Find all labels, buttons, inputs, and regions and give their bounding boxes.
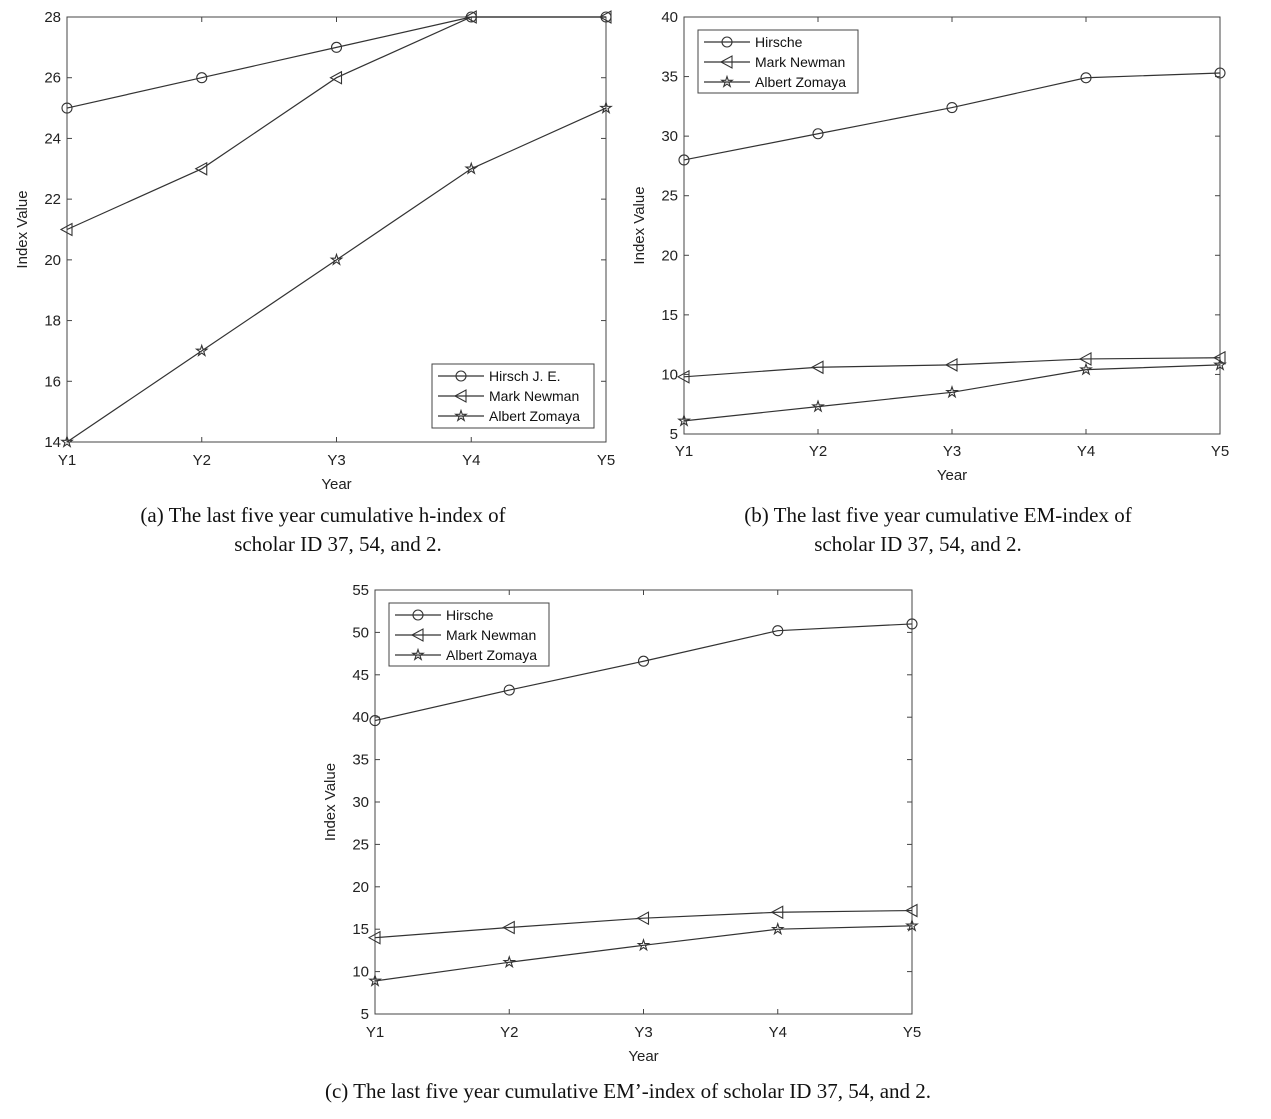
x-axis-label: Year <box>321 476 352 493</box>
y-tick-label: 5 <box>669 426 678 443</box>
caption: (c) The last five year cumulative EM’-index of scholar ID 37, 54, and 2. <box>324 1079 932 1103</box>
legend-label: Hirsche <box>446 607 494 623</box>
y-tick-label: 20 <box>661 247 678 265</box>
chart-b <box>631 9 1229 556</box>
y-tick-label: 15 <box>352 921 369 939</box>
legend <box>432 364 594 428</box>
x-tick-label: Y4 <box>462 452 481 469</box>
y-tick-label: 35 <box>352 751 369 769</box>
y-tick-label: 40 <box>661 9 678 26</box>
chart-c <box>322 582 931 1103</box>
y-tick-label: 5 <box>360 1006 369 1023</box>
y-tick-label: 30 <box>661 128 678 146</box>
y-axis-label: Index Value <box>14 190 31 269</box>
y-tick-label: 10 <box>661 366 678 384</box>
x-tick-label: Y5 <box>596 452 616 469</box>
x-tick-label: Y2 <box>192 452 211 469</box>
chart-a <box>14 9 615 556</box>
caption: (a) The last five year cumulative h-index of <box>140 503 506 527</box>
legend-label: Mark Newman <box>446 627 537 643</box>
y-tick-label: 35 <box>661 68 678 86</box>
y-tick-label: 16 <box>44 373 61 391</box>
legend-label: Hirsch J. E. <box>489 368 561 384</box>
y-tick-label: 15 <box>661 306 678 324</box>
legend <box>698 30 858 93</box>
legend-label: Albert Zomaya <box>755 74 847 90</box>
caption: scholar ID 37, 54, and 2. <box>234 532 442 556</box>
y-tick-label: 45 <box>352 666 369 684</box>
x-tick-label: Y1 <box>674 443 694 460</box>
x-tick-label: Y5 <box>902 1024 922 1041</box>
y-tick-label: 50 <box>352 624 369 642</box>
caption: scholar ID 37, 54, and 2. <box>814 532 1022 556</box>
y-tick-label: 55 <box>352 582 369 599</box>
legend-label: Mark Newman <box>755 54 846 70</box>
y-tick-label: 14 <box>44 434 61 451</box>
y-axis-label: Index Value <box>322 762 339 842</box>
y-tick-label: 26 <box>44 69 61 87</box>
x-tick-label: Y3 <box>634 1024 653 1041</box>
x-tick-label: Y5 <box>1210 443 1230 460</box>
y-tick-label: 24 <box>44 130 61 148</box>
x-tick-label: Y3 <box>327 452 346 469</box>
x-tick-label: Y1 <box>365 1024 385 1041</box>
x-tick-label: Y2 <box>808 443 828 460</box>
y-tick-label: 28 <box>44 9 61 26</box>
y-tick-label: 25 <box>661 187 678 205</box>
x-axis-label: Year <box>936 467 968 484</box>
legend-label: Mark Newman <box>489 388 580 404</box>
legend-label: Albert Zomaya <box>446 647 538 663</box>
y-tick-label: 20 <box>352 878 369 896</box>
y-axis-label: Index Value <box>631 186 648 265</box>
x-axis-label: Year <box>628 1048 659 1065</box>
x-tick-label: Y4 <box>1076 443 1096 460</box>
y-tick-label: 25 <box>352 836 369 854</box>
y-tick-label: 30 <box>352 794 369 811</box>
x-tick-label: Y4 <box>768 1024 787 1041</box>
y-tick-label: 22 <box>44 191 61 209</box>
y-tick-label: 10 <box>352 963 369 981</box>
y-tick-label: 40 <box>352 709 369 727</box>
x-tick-label: Y3 <box>942 443 962 460</box>
legend-label: Hirsche <box>755 34 803 50</box>
x-tick-label: Y2 <box>500 1024 519 1041</box>
x-tick-label: Y1 <box>57 452 77 469</box>
caption: (b) The last five year cumulative EM-index of <box>744 503 1132 527</box>
y-tick-label: 20 <box>44 251 61 269</box>
y-tick-label: 18 <box>44 312 61 330</box>
legend <box>389 603 549 666</box>
legend-label: Albert Zomaya <box>489 408 581 424</box>
